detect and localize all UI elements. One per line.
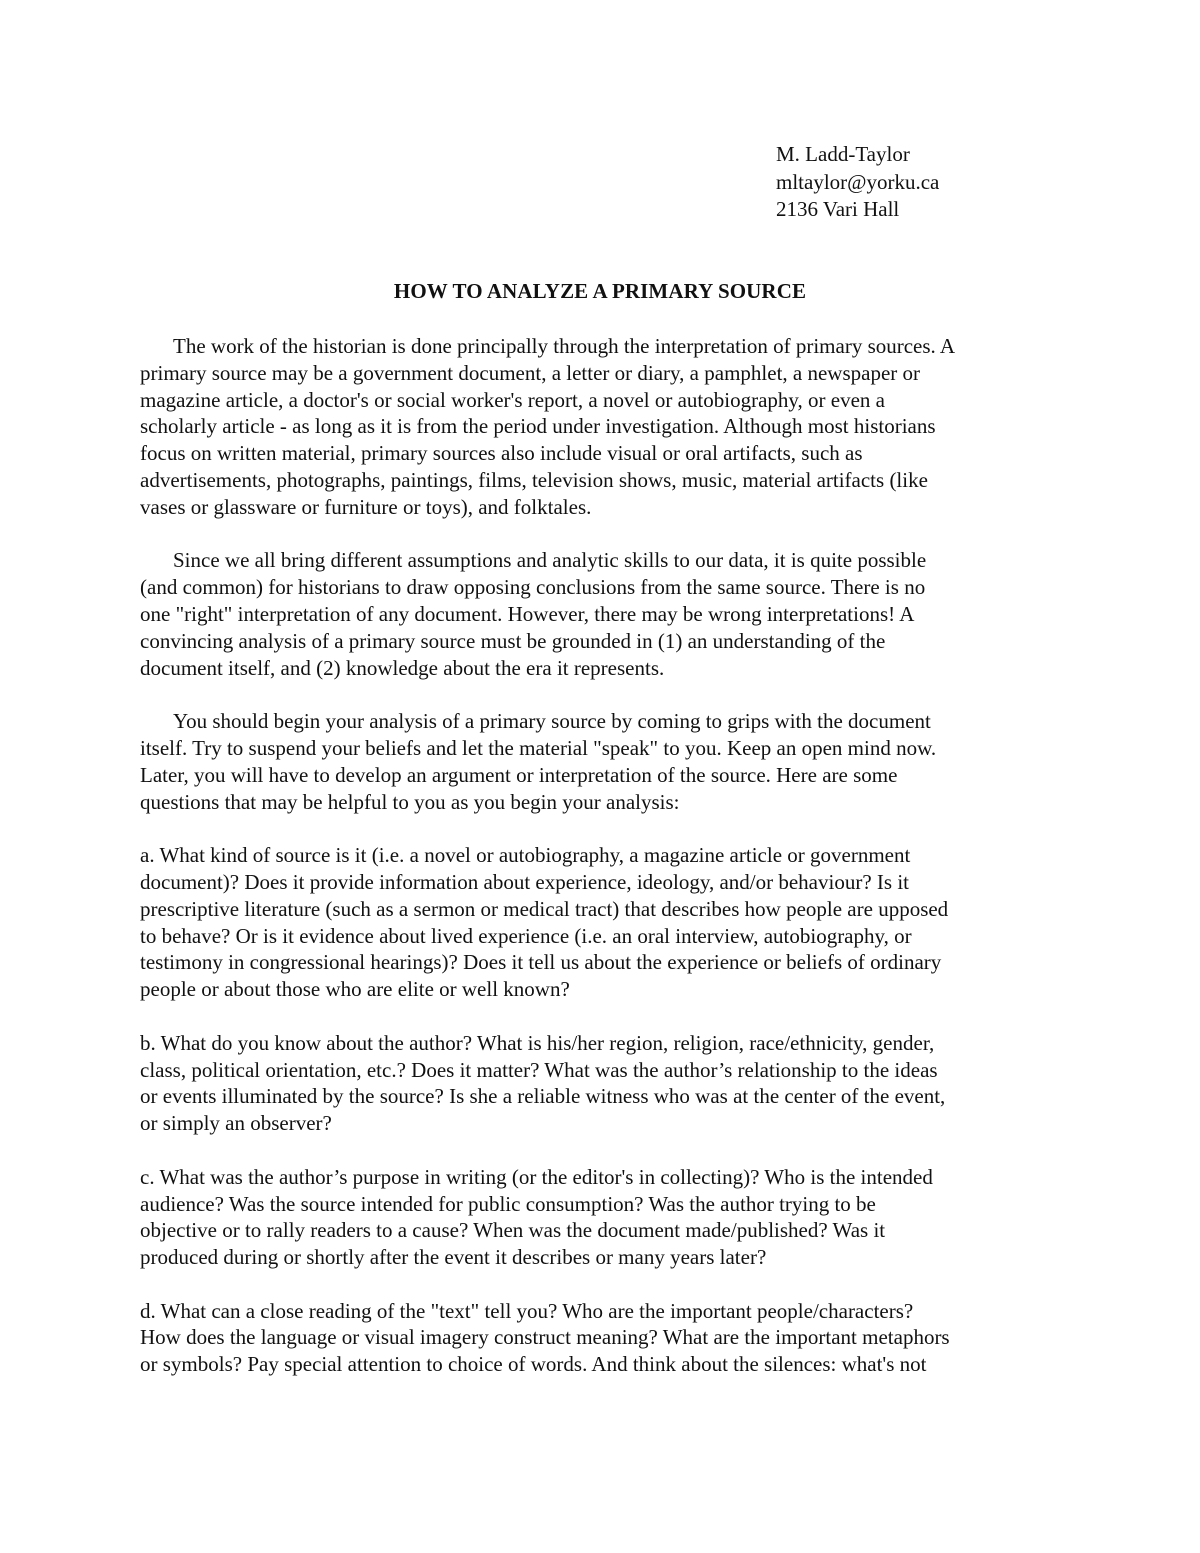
paragraph-begin-analysis xyxy=(140,708,1060,815)
text-line: c. What was the author’s purpose in writing (or the editor's in collecting)? Who is the intended xyxy=(140,1164,933,1189)
text-line: class, political orientation, etc.? Does it matter? What was the author’s relationship to the ideas xyxy=(140,1057,938,1082)
text-line: or symbols? Pay special attention to choice of words. And think about the silences: what's not xyxy=(140,1352,927,1377)
text-line: How does the language or visual imagery construct meaning? What are the important metaphors xyxy=(140,1325,950,1350)
text-line: magazine article, a doctor's or social worker's report, a novel or autobiography, or even a xyxy=(140,387,885,412)
paragraph-intro xyxy=(140,333,1060,521)
text-line: The work of the historian is done principally through the interpretation of primary sources. A xyxy=(173,334,956,358)
text-line: scholarly article - as long as it is from the period under investigation. Although most historians xyxy=(140,414,936,439)
text-line: d. What can a close reading of the "text" tell you? Who are the important people/characters? xyxy=(140,1298,914,1323)
text-line: itself. Try to suspend your beliefs and let the material "speak" to you. Keep an open mind now. xyxy=(140,735,937,760)
document-body xyxy=(140,333,1060,1405)
text-line: focus on written material, primary sources also include visual or oral artifacts, such as xyxy=(140,441,863,466)
text-line: Later, you will have to develop an argument or interpretation of the source. Here are some xyxy=(140,762,898,787)
text-line: primary source may be a government document, a letter or diary, a pamphlet, a newspaper or xyxy=(140,360,921,385)
question-a xyxy=(140,842,1060,1003)
text-line: advertisements, photographs, paintings, films, television shows, music, material artifacts (like xyxy=(140,467,928,492)
text-line: (and common) for historians to draw opposing conclusions from the same source. There is no xyxy=(140,575,926,600)
text-line: questions that may be helpful to you as you begin your analysis: xyxy=(140,789,680,814)
question-d xyxy=(140,1298,1060,1378)
text-line: document)? Does it provide information about experience, ideology, and/or behaviour? Is it xyxy=(140,869,909,894)
text-line: audience? Was the source intended for public consumption? Was the author trying to be xyxy=(140,1191,876,1216)
text-line: or simply an observer? xyxy=(140,1111,332,1136)
text-line: convincing analysis of a primary source must be grounded in (1) an understanding of the xyxy=(140,628,886,653)
author-office: 2136 Vari Hall xyxy=(776,197,900,221)
text-line: or events illuminated by the source? Is she a reliable witness who was at the center of the event, xyxy=(140,1084,946,1109)
author-name: M. Ladd-Taylor xyxy=(776,142,910,166)
text-line: Since we all bring different assumptions and analytic skills to our data, it is quite possible xyxy=(173,548,927,573)
contact-block xyxy=(776,141,939,224)
text-line: prescriptive literature (such as a sermon or medical tract) that describes how people are upposed xyxy=(140,896,949,921)
text-line: testimony in congressional hearings)? Does it tell us about the experience or beliefs of ordinary xyxy=(140,950,942,975)
question-b xyxy=(140,1030,1060,1137)
text-line: You should begin your analysis of a primary source by coming to grips with the document xyxy=(173,709,931,734)
text-line: people or about those who are elite or well known? xyxy=(140,977,570,1002)
text-line: vases or glassware or furniture or toys), and folktales. xyxy=(140,494,592,519)
text-line: objective or to rally readers to a cause? When was the document made/published? Was it xyxy=(140,1218,886,1243)
text-line: document itself, and (2) knowledge about the era it represents. xyxy=(140,655,665,680)
text-line: to behave? Or is it evidence about lived experience (i.e. an oral interview, autobiography, or xyxy=(140,923,912,948)
document-title: HOW TO ANALYZE A PRIMARY SOURCE xyxy=(393,279,807,303)
author-email: mltaylor@yorku.ca xyxy=(776,169,940,194)
paragraph-interpretation xyxy=(140,547,1060,681)
text-line: produced during or shortly after the event it describes or many years later? xyxy=(140,1245,767,1270)
text-line: a. What kind of source is it (i.e. a novel or autobiography, a magazine article or government xyxy=(140,843,911,868)
question-c xyxy=(140,1164,1060,1271)
text-line: b. What do you know about the author? What is his/her region, religion, race/ethnicity, gender, xyxy=(140,1030,935,1055)
text-line: one "right" interpretation of any document. However, there may be wrong interpretations! A xyxy=(140,601,915,626)
